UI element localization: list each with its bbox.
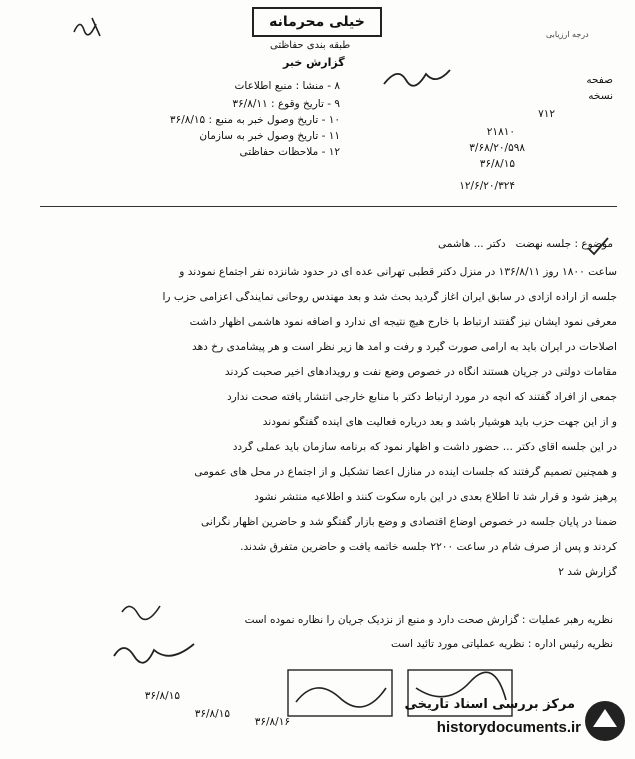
- signature-left-icon: [110, 636, 200, 666]
- handwritten-mark-icon: [70, 14, 110, 40]
- body-line: ضمنا در پایان جلسه در خصوص اوضاع اقتصادی و وضع بازار گفتگو شد و حاضرین اظهار نگرانی: [201, 516, 617, 528]
- meta-line-5: ۱۲/۶/۲۰/۳۲۴: [459, 180, 515, 192]
- meta-sheet-label-text: نسخه: [588, 90, 613, 102]
- class-note: طبقه بندی حفاظتی: [270, 40, 351, 51]
- body-line: معرفی نمود ایشان نیز گفتند ارتباط با خارج هیچ نتیجه ای ندارد و اضافه نمود هاشمی اظهار داشت: [189, 316, 617, 328]
- meta-item-12: ۱۲ - ملاحظات حفاظتی: [239, 146, 340, 158]
- body-line: ساعت ۱۸۰۰ روز ۱۳۶/۸/۱۱ در منزل دکتر قطبی تهرانی عده ای در حدود شانزده نفر اجتماع نمودند و: [179, 266, 617, 278]
- subject-label: موضوع : جلسه نهضت: [515, 238, 613, 250]
- corner-label: درجه ارزیابی: [546, 30, 589, 39]
- meta-page-label: [586, 74, 613, 86]
- classification-text: خیلی محرمانه: [269, 14, 365, 30]
- archive-watermark: [404, 693, 627, 749]
- body-line: و از این جهت حزب باید هوشیار باشد و بعد درباره فعالیت های آینده گفتگو نمودند: [262, 416, 617, 428]
- meta-item-10: ۱۰ - تاریخ وصول خبر به منبع : ۳۶/۸/۱۵: [169, 114, 340, 126]
- body-line: گزارش شد ۲: [558, 566, 617, 578]
- body-line: مقامات دولتی در جریان هستند آنگاه در خصوص وضع نفت و رویدادهای اخیر صحبت کردند: [224, 366, 617, 378]
- meta-item-8: ۸ - منشا : منبع اطلاعات: [234, 80, 340, 92]
- meta-line-2: ۲۱۸۱۰: [486, 126, 515, 138]
- classification-stamp: [252, 7, 382, 37]
- body-line: جلسه از اراده آزادی در سابق ایران آغاز گردید بحث شد و بعد مهندس روحانی نمایندگی اعزامی حزب را: [162, 291, 617, 303]
- meta-item-9: ۹ - تاریخ وقوع : ۳۶/۸/۱۱: [232, 98, 340, 110]
- body-line: و همچنین تصمیم گرفتند که جلسات آینده در منازل اعضا تشکیل و از اجتماع در محل های عمومی: [194, 466, 617, 478]
- footer-date-1: ۳۶/۸/۱۵: [144, 690, 180, 702]
- body-line: اصلاحات در ایران باید به آرامی صورت گیرد و رفت و آمد ها زیر نظر است و هر پیشامدی رخ دهد: [192, 341, 617, 353]
- meta-line-4: ۳۶/۸/۱۵: [479, 158, 515, 170]
- handwritten-signature-icon: [380, 62, 460, 92]
- subject-text: دکتر ... هاشمی: [437, 238, 506, 250]
- body-line: جمعی از افراد گفتند که آنچه در مورد ارتباط دکتر با منابع خارجی انتشار یافته صحت ندارد: [226, 391, 617, 403]
- meta-sheet-label: [588, 90, 613, 102]
- checkmark-icon: [586, 236, 610, 258]
- meta-line-3: ۳/۶۸/۲۰/۵۹۸: [469, 142, 525, 154]
- footer-line-1: نظریه رهبر عملیات : گزارش صحت دارد و منبع از نزدیک جریان را نظاره نموده است: [244, 614, 613, 626]
- meta-item-11: ۱۱ - تاریخ وصول خبر به سازمان: [199, 130, 340, 142]
- watermark-url: historydocuments.ir: [436, 719, 581, 736]
- stamp-box-1-icon: [286, 668, 396, 720]
- footer-date-2: ۳۶/۸/۱۵: [194, 708, 230, 720]
- footer-line-2: نظریه رئیس اداره : نظریه عملیاتی مورد تائید است: [390, 638, 613, 650]
- divider-top: [40, 206, 617, 207]
- archive-logo-icon: [583, 699, 627, 743]
- body-line: در این جلسه آقای دکتر ... حضور داشت و اظهار نمود که برنامه سازمان باید عملی گردد: [232, 441, 617, 453]
- footer-date-3: ۳۶/۸/۱۶: [254, 716, 290, 728]
- watermark-title: مرکز بررسی اسناد تاریخی: [404, 697, 575, 712]
- meta-line-1: ۷۱۲: [538, 108, 555, 120]
- report-type: گزارش خبر: [283, 56, 345, 69]
- signature-small-icon: [120, 598, 164, 622]
- body-line: کردند و پس از صرف شام در ساعت ۲۲۰۰ جلسه خاتمه یافت و حاضرین متفرق شدند.: [240, 541, 617, 553]
- meta-page-label-text: صفحه: [586, 74, 613, 86]
- body-line: پرهیز شود و قرار شد تا اطلاع بعدی در این باره سکوت کنند و اطلاعیه منتشر نشود: [254, 491, 617, 503]
